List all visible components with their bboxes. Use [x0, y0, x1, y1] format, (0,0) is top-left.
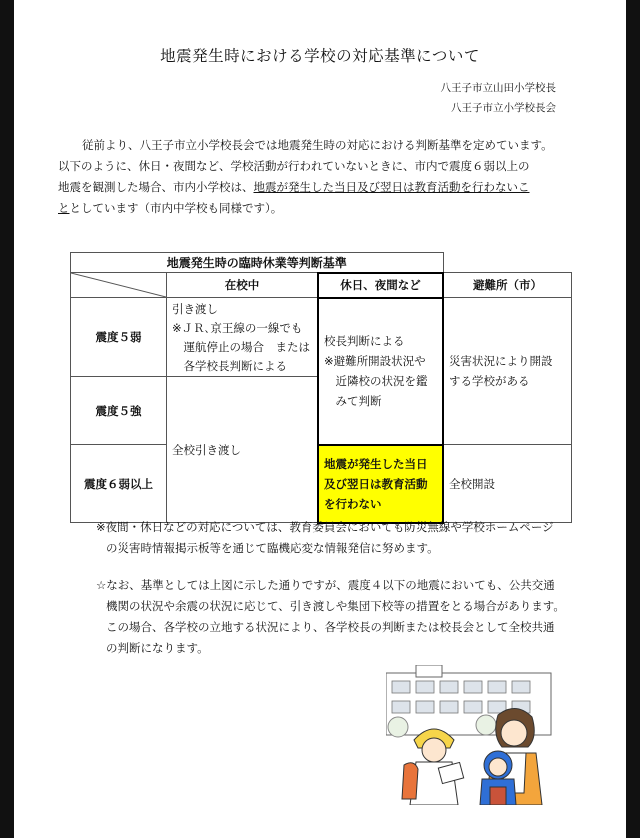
- cell-line: 引き渡し: [172, 302, 218, 316]
- cell-holiday-5: [318, 298, 443, 445]
- cell-shelter-5: [443, 298, 572, 445]
- cell-at-school-5-weak: [167, 298, 319, 377]
- cell-line: 校長判断による: [324, 334, 405, 348]
- school-handover-illustration: [386, 665, 561, 805]
- intro-text: 地震を観測した場合、市内小学校は、: [58, 180, 254, 194]
- note-line: ※夜間・休日などの対応については、教育委員会においても防災無線や学校ホームページ: [96, 520, 554, 534]
- document-title: 地震発生時における学校の対応基準について: [160, 47, 480, 65]
- note-line: の判断になります。: [106, 641, 209, 655]
- cell-line: 災害状況により開設: [449, 354, 553, 368]
- cell-line: する学校がある: [449, 374, 530, 388]
- document-page: [14, 0, 626, 838]
- intro-line: 以下のように、休日・夜間など、学校活動が行われていないときに、市内で震度６弱以上の: [58, 159, 530, 173]
- cell-line: を行わない: [324, 496, 382, 511]
- cell-line: ※ＪＲ､京王線の一線でも: [172, 321, 303, 335]
- blank-cell: [443, 253, 572, 273]
- intro-text: としています（市内中学校も同様です）。: [69, 201, 283, 215]
- intro-paragraph: [58, 135, 590, 219]
- header-shelter: 避難所（市）: [443, 273, 572, 298]
- note-line: ☆なお、基準としては上図に示した通りですが、震度４以下の地震においても、公共交通: [96, 578, 555, 592]
- header-at-school: 在校中: [167, 273, 319, 298]
- intro-line: 従前より、八王子市立小学校長会では地震発生時の対応における判断基準を定めています。: [82, 138, 553, 152]
- diagonal-line: [71, 273, 166, 297]
- cell-line: 近隣校の状況を鑑: [324, 374, 428, 388]
- cell-at-school-rest: 全校引き渡し: [167, 377, 319, 523]
- note-line: の災害時情報掲示板等を通じて臨機応変な情報発信に努めます。: [106, 541, 439, 555]
- closure-criteria-table: [70, 252, 572, 524]
- cell-line: 各学校長判断による: [172, 359, 287, 373]
- author-association: 八王子市立小学校長会: [451, 102, 556, 114]
- cell-line: みて判断: [324, 394, 382, 408]
- note-communication: [96, 517, 606, 559]
- note-line: この場合、各学校の立地する状況により、各学校長の判断または校長会として全校共通: [106, 620, 555, 634]
- cell-line: ※避難所開設状況や: [324, 354, 426, 368]
- cell-line: 地震が発生した当日: [324, 456, 428, 471]
- note-line: 機関の状況や余震の状況に応じて、引き渡しや集団下校等の措置をとる場合があります。: [106, 599, 565, 613]
- author-principal: 八王子市立山田小学校長: [440, 82, 556, 94]
- underlined-rule: 地震が発生した当日及び翌日は教育活動を行わないこ: [253, 180, 530, 194]
- cell-shelter-6: 全校開設: [443, 445, 572, 523]
- underlined-rule-end: と: [58, 201, 70, 215]
- cell-line: 及び翌日は教育活動: [324, 476, 428, 491]
- row-header-intensity-5-strong: 震度５強: [71, 377, 167, 445]
- row-header-intensity-5-weak: 震度５弱: [71, 298, 167, 377]
- cell-line: 運航停止の場合 または: [172, 340, 310, 354]
- note-minor-earthquakes: [96, 575, 611, 659]
- cell-holiday-6-highlight: [318, 445, 443, 523]
- row-header-intensity-6-plus: 震度６弱以上: [71, 445, 167, 523]
- intro-line: [58, 180, 530, 194]
- header-holiday-night: 休日、夜間など: [318, 273, 443, 298]
- intro-line: [58, 201, 282, 215]
- diagonal-corner-cell: [71, 273, 167, 298]
- table-caption: 地震発生時の臨時休業等判断基準: [71, 253, 444, 273]
